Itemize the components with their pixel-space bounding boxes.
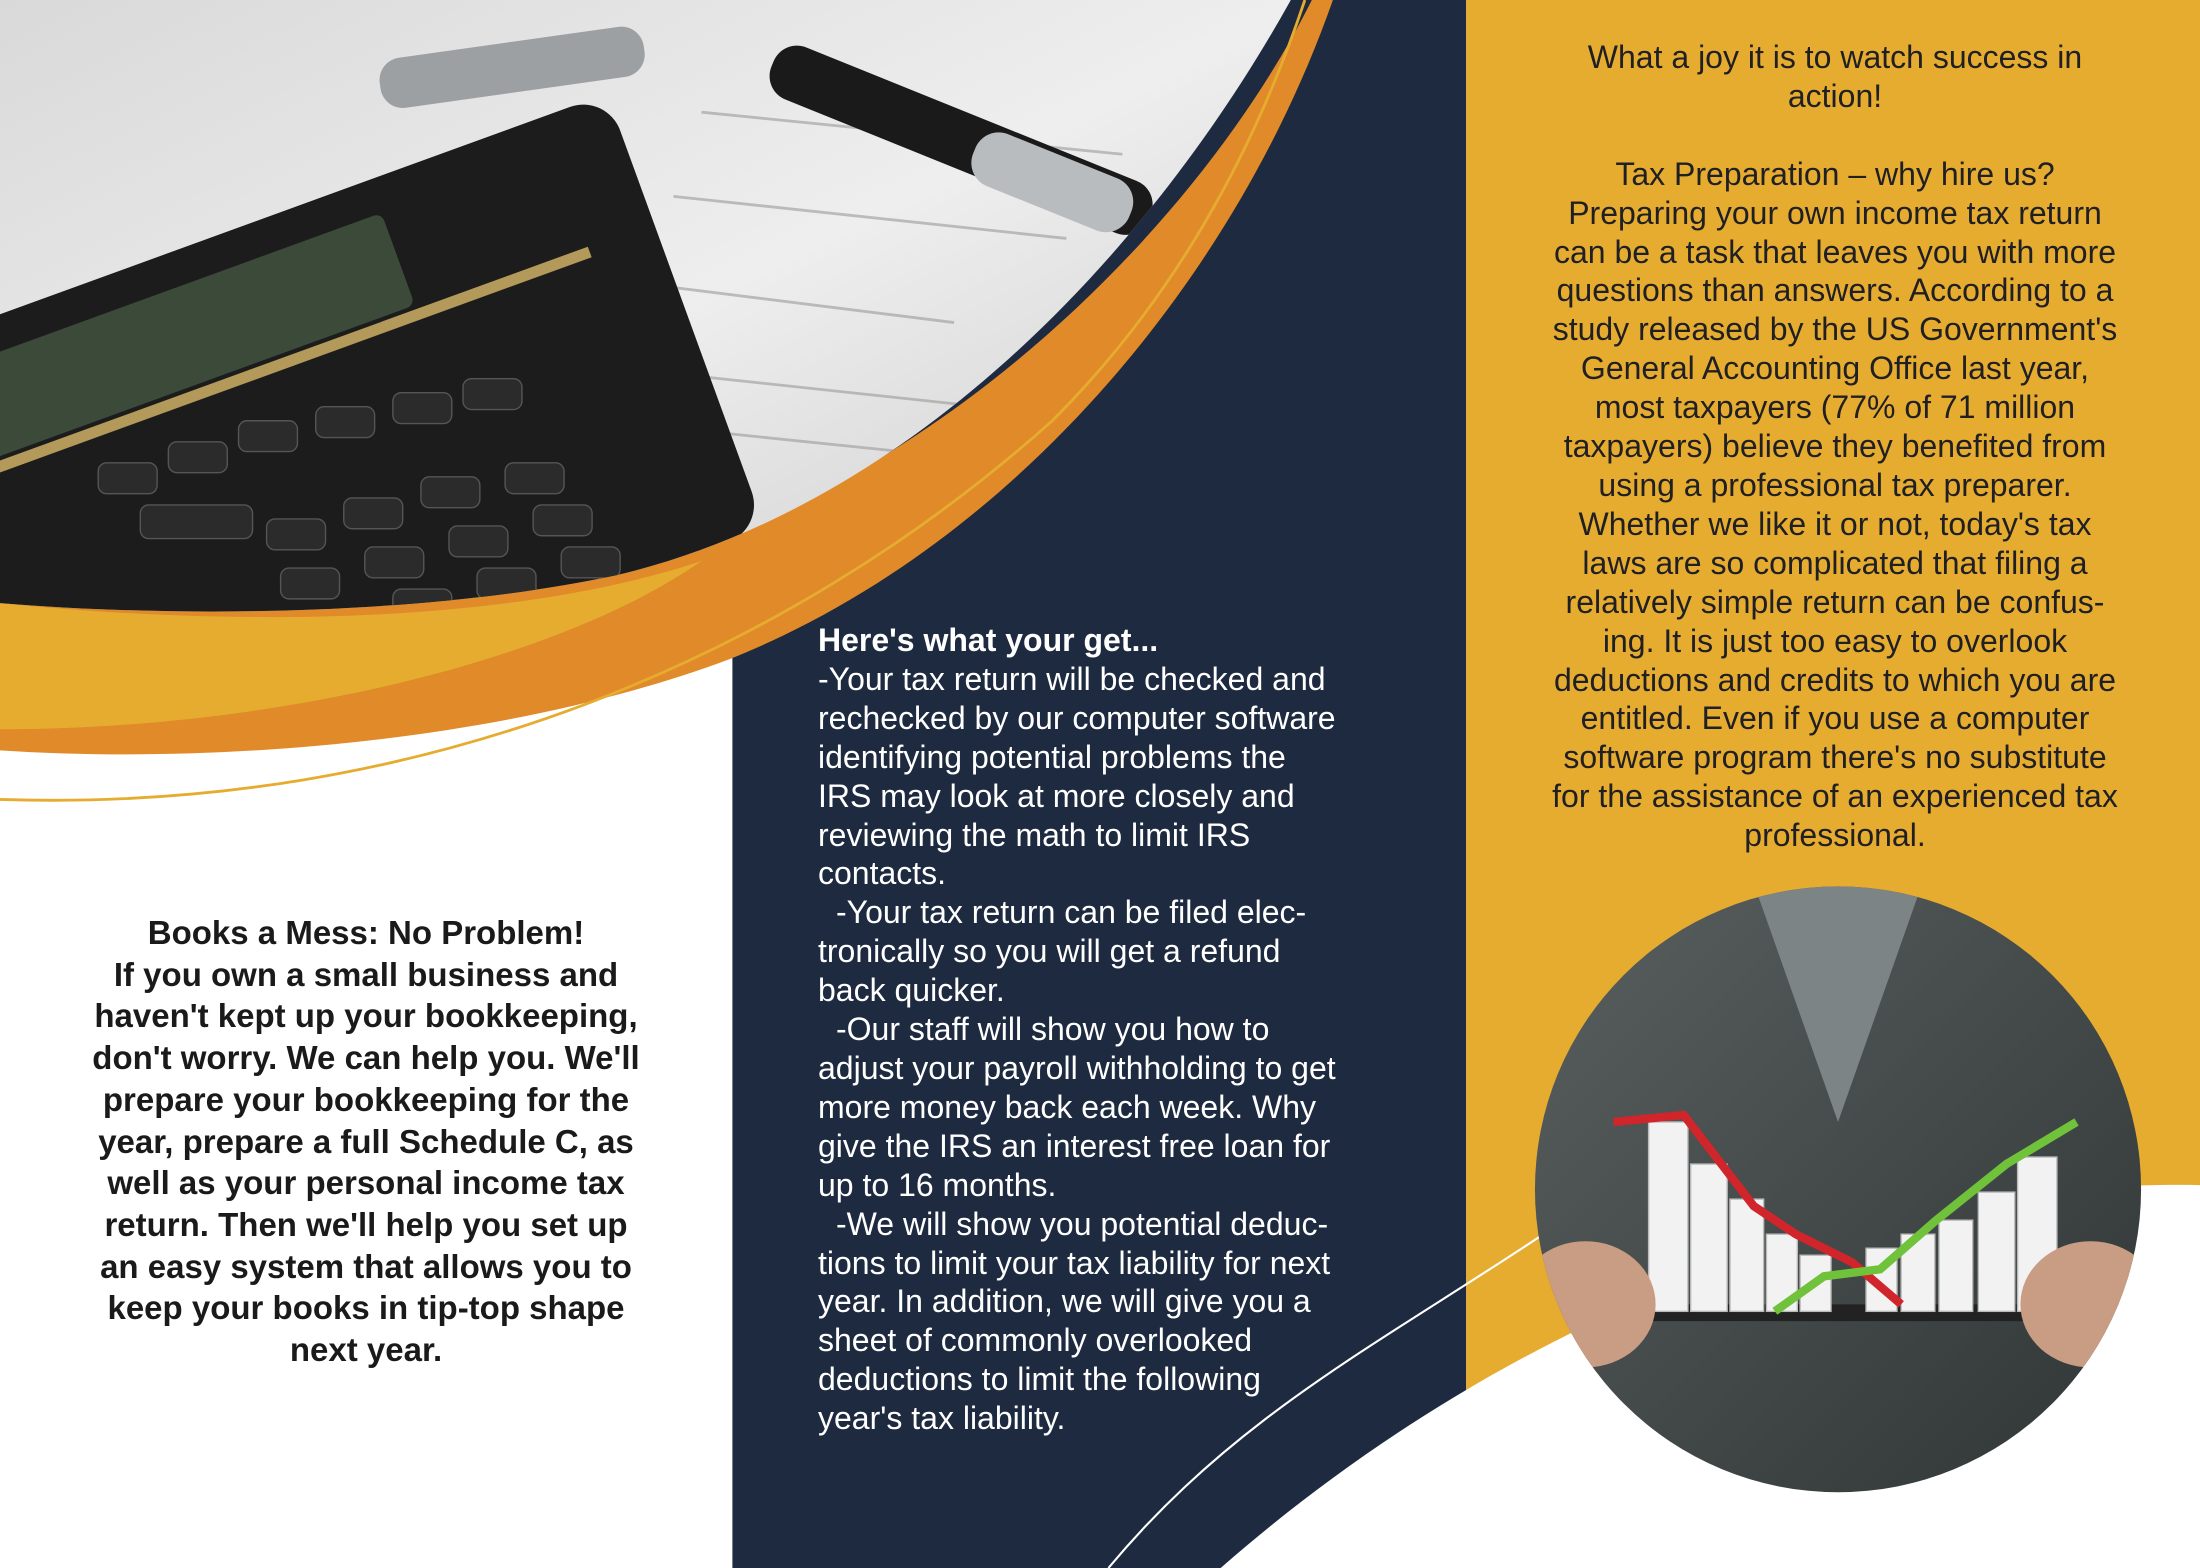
text-line: entitled. Even if you use a computer — [1580, 700, 2090, 737]
text-line: year, prepare a full Schedule C, as — [98, 1122, 634, 1160]
text-line: What a joy it is to watch success in — [1587, 39, 2083, 75]
text-line: deductions and credits to which you are — [1553, 661, 2117, 698]
text-line: identifying potential problems the — [818, 738, 1286, 775]
text-line: an easy system that allows you to — [100, 1247, 632, 1285]
tax-preparation-text-block — [1490, 38, 2180, 855]
text-line: Tax Preparation – why hire us? — [1615, 155, 2055, 192]
text-line: haven't kept up your bookkeeping, — [94, 997, 638, 1035]
text-line: -We will show you potential deduc- — [836, 1205, 1329, 1242]
text-line: contacts. — [818, 855, 947, 892]
text-line: -Your tax return can be filed elec- — [836, 894, 1307, 931]
text-line: reviewing the math to limit IRS — [818, 816, 1251, 853]
text-line: questions than answers. According to a — [1556, 272, 2114, 309]
text-line: taxpayers) believe they benefited from — [1563, 428, 2107, 465]
text-line: -Our staff will show you how to — [836, 1011, 1270, 1048]
text-line: deductions to limit the following — [818, 1361, 1261, 1398]
text-line: return. Then we'll help you set up — [104, 1205, 628, 1243]
text-line: Books a Mess: No Problem! — [147, 914, 585, 951]
text-line: year. In addition, we will give you a — [818, 1283, 1311, 1320]
text-line: professional. — [1744, 817, 1926, 854]
text-line: up to 16 months. — [818, 1166, 1057, 1203]
text-line: rechecked by our computer software — [818, 699, 1336, 736]
text-line: If you own a small business and — [113, 955, 619, 993]
text-line: -Your tax return will be checked and — [818, 660, 1326, 697]
heres-what-you-get-text-block — [818, 621, 1336, 1438]
text-line: General Accounting Office last year, — [1580, 350, 2090, 387]
text-line: laws are so complicated that filing a — [1582, 544, 2088, 581]
text-line: tronically so you will get a refund — [818, 933, 1281, 970]
books-a-mess-text-block — [0, 912, 732, 1371]
text-line: back quicker. — [818, 972, 1005, 1009]
text-line: keep your books in tip-top shape — [107, 1289, 625, 1327]
text-line: software program there's no substitute — [1563, 739, 2107, 776]
text-line: Here's what your get... — [818, 622, 1159, 658]
text-line: study released by the US Government's — [1552, 311, 2118, 348]
text-line: using a professional tax preparer. — [1598, 466, 2072, 503]
text-line: for the assistance of an experienced tax — [1552, 778, 2118, 815]
text-line: well as your personal income tax — [107, 1164, 625, 1202]
text-line: Preparing your own income tax return — [1568, 194, 2102, 231]
text-line: Whether we like it or not, today's tax — [1578, 505, 2092, 542]
text-line: IRS may look at more closely and — [818, 777, 1295, 814]
text-line: more money back each week. Why — [818, 1088, 1316, 1125]
text-line: don't worry. We can help you. We'll — [92, 1039, 640, 1077]
text-line: most taxpayers (77% of 71 million — [1594, 389, 2076, 426]
text-line: give the IRS an interest free loan for — [818, 1127, 1331, 1164]
text-line: year's tax liability. — [818, 1400, 1066, 1437]
text-line: can be a task that leaves you with more — [1553, 233, 2117, 270]
text-line: ing. It is just too easy to overlook — [1602, 622, 2068, 659]
text-line: relatively simple return can be confus- — [1565, 583, 2105, 620]
text-line: sheet of commonly overlooked — [818, 1322, 1252, 1359]
text-line: tions to limit your tax liability for next — [818, 1244, 1331, 1281]
text-line — [1490, 116, 2180, 155]
text-line: action! — [1787, 77, 1883, 114]
text-line: next year. — [289, 1331, 443, 1369]
text-line: adjust your payroll withholding to get — [818, 1049, 1336, 1086]
text-line: prepare your bookkeeping for the — [102, 1080, 630, 1118]
